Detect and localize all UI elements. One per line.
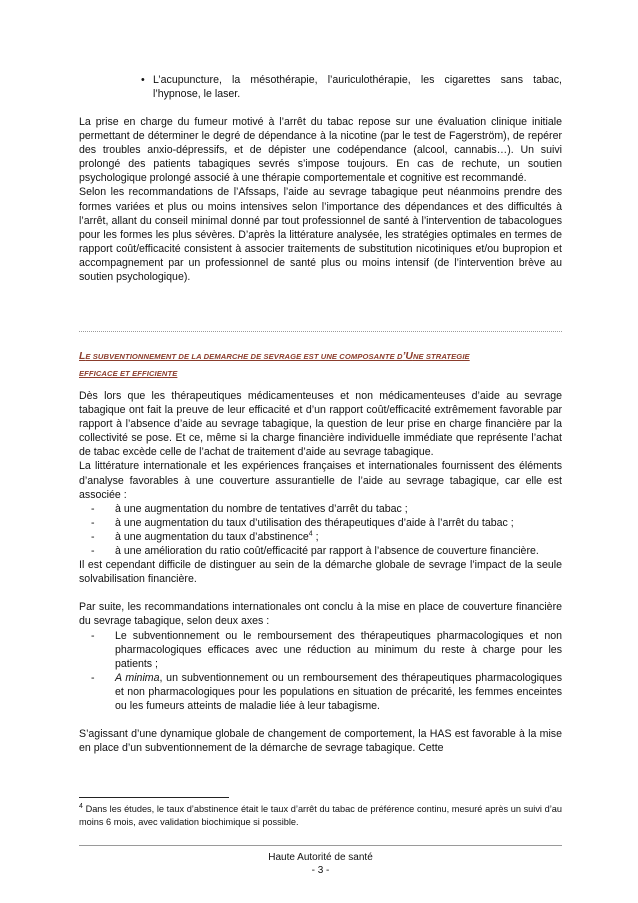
footnote-rule [79, 797, 229, 798]
section-heading-line2: EFFICACE ET EFFICIENTE [79, 369, 178, 378]
section-body [79, 389, 562, 755]
page-number: - 3 - [311, 865, 330, 876]
page-footer [79, 851, 562, 877]
list-item: - à une augmentation du taux d’utilisation des thérapeutiques d’aide à l’arrêt du tabac ; [91, 516, 514, 529]
paragraph-difficulty: Il est cependant difficile de distinguer au sein de la démarche globale de sevrage l’impact de la seule solvabilisation financière. [79, 559, 562, 586]
bullet-item [79, 73, 562, 101]
paragraph-literature: La littérature internationale et les expériences françaises et internationales fournissent des éléments d’analyse favorables à une couverture assurantielle de l’aide au sevrage tabagique, car elle est associée : [79, 460, 562, 501]
section-heading [79, 348, 562, 382]
footnote-number: 4 [79, 802, 83, 810]
axes-list [79, 629, 562, 714]
bullet-text: L’acupuncture, la mésothérapie, l’auriculothérapie, les cigarettes sans tabac, l’hypnose, le laser. [153, 74, 562, 101]
footnote-text: Dans les études, le taux d’abstinence était le taux d’arrêt du tabac de préférence continu, mesuré après un suivi d’au moins 6 mois, avec validation biochimique si possible. [79, 804, 562, 827]
paragraph-evaluation: La prise en charge du fumeur motivé à l’arrêt du tabac repose sur une évaluation clinique initiale permettant de déterminer le degré de dépendance à la nicotine (par le test de Fagerström), de repérer des troubles anxio-dépressifs, et de dépister une codépendance (alcool, cannabis…). Un suivi prolongé des patients tabagiques sevrés s’impose toujours. En cas de rechute, un soutien psychologique prolongé associé à une thérapie comportementale et cognitive est recommandé. [79, 116, 562, 185]
list-item: - Le subventionnement ou le remboursement des thérapeutiques pharmacologiques et non pharmacologiques efficaces avec une réduction au minimum du reste à charge pour les patients ; [91, 629, 562, 670]
paragraph-has: S’agissant d’une dynamique globale de changement de comportement, la HAS est favorable à la mise en place d’un subventionnement de la démarche de sevrage tabagique. Cette [79, 728, 562, 755]
list-item: - A minima, un subventionnement ou un remboursement des thérapeutiques pharmacologiques et non pharmacologiques pour les populations en situation de précarité, les femmes enceintes ou les fumeurs atteints de maladie liée à leur tabagisme. [91, 671, 562, 712]
footer-organization: Haute Autorité de santé [268, 852, 373, 863]
section-divider [79, 331, 562, 332]
section-heading-line1: LE SUBVENTIONNEMENT DE LA DEMARCHE DE SEVRAGE EST UNE COMPOSANTE D’UNE STRATEGIE [79, 351, 470, 362]
paragraph-therapeutics: Dès lors que les thérapeutiques médicamenteuses et non médicamenteuses d’aide au sevrage tabagique ont fait la preuve de leur efficacité et d’un rapport coût/efficacité extrêmement favorable par rapport à l’absence d’aide au sevrage tabagique, la question de leur prise en charge financière par la collectivité se pose. Et ce, même si la charge financière individuelle immédiate que représente l’achat de tabac excède celle de l’achat de traitement d’aide au sevrage tabagique. [79, 390, 562, 459]
paragraph-afssaps: Selon les recommandations de l’Afssaps, l’aide au sevrage tabagique peut néanmoins prendre des formes variées et plus ou moins intensives selon l’importance des dépendances et des difficultés à l’arrêt, allant du conseil minimal donné par tout professionnel de santé à l’intervention de tabacologues pour les formes les plus sévères. D’après la littérature analysée, les stratégies optimales en termes de rapport coût/efficacité consistent à associer traitements de substitution nicotiniques et/ou bupropion et accompagnement par un professionnel de santé plus ou moins intensif (de l’intervention brève au soutien psychologique). [79, 186, 562, 284]
intro-paragraphs [79, 115, 562, 284]
paragraph-recommendations: Par suite, les recommandations internationales ont conclu à la mise en place de couverture financière du sevrage tabagique, selon deux axes : [79, 601, 562, 628]
list-item: - à une augmentation du taux d’abstinence$^4$ ; [91, 530, 319, 543]
association-list [79, 502, 562, 558]
footnote-ref: 4 [308, 530, 313, 538]
footnote [79, 803, 562, 829]
footer-rule [79, 845, 562, 846]
bullet-marker: • [141, 74, 145, 86]
list-item: - à une amélioration du ratio coût/efficacité par rapport à l’absence de couverture financière. [91, 545, 539, 558]
list-item: - à une augmentation du nombre de tentatives d’arrêt du tabac ; [91, 502, 408, 515]
